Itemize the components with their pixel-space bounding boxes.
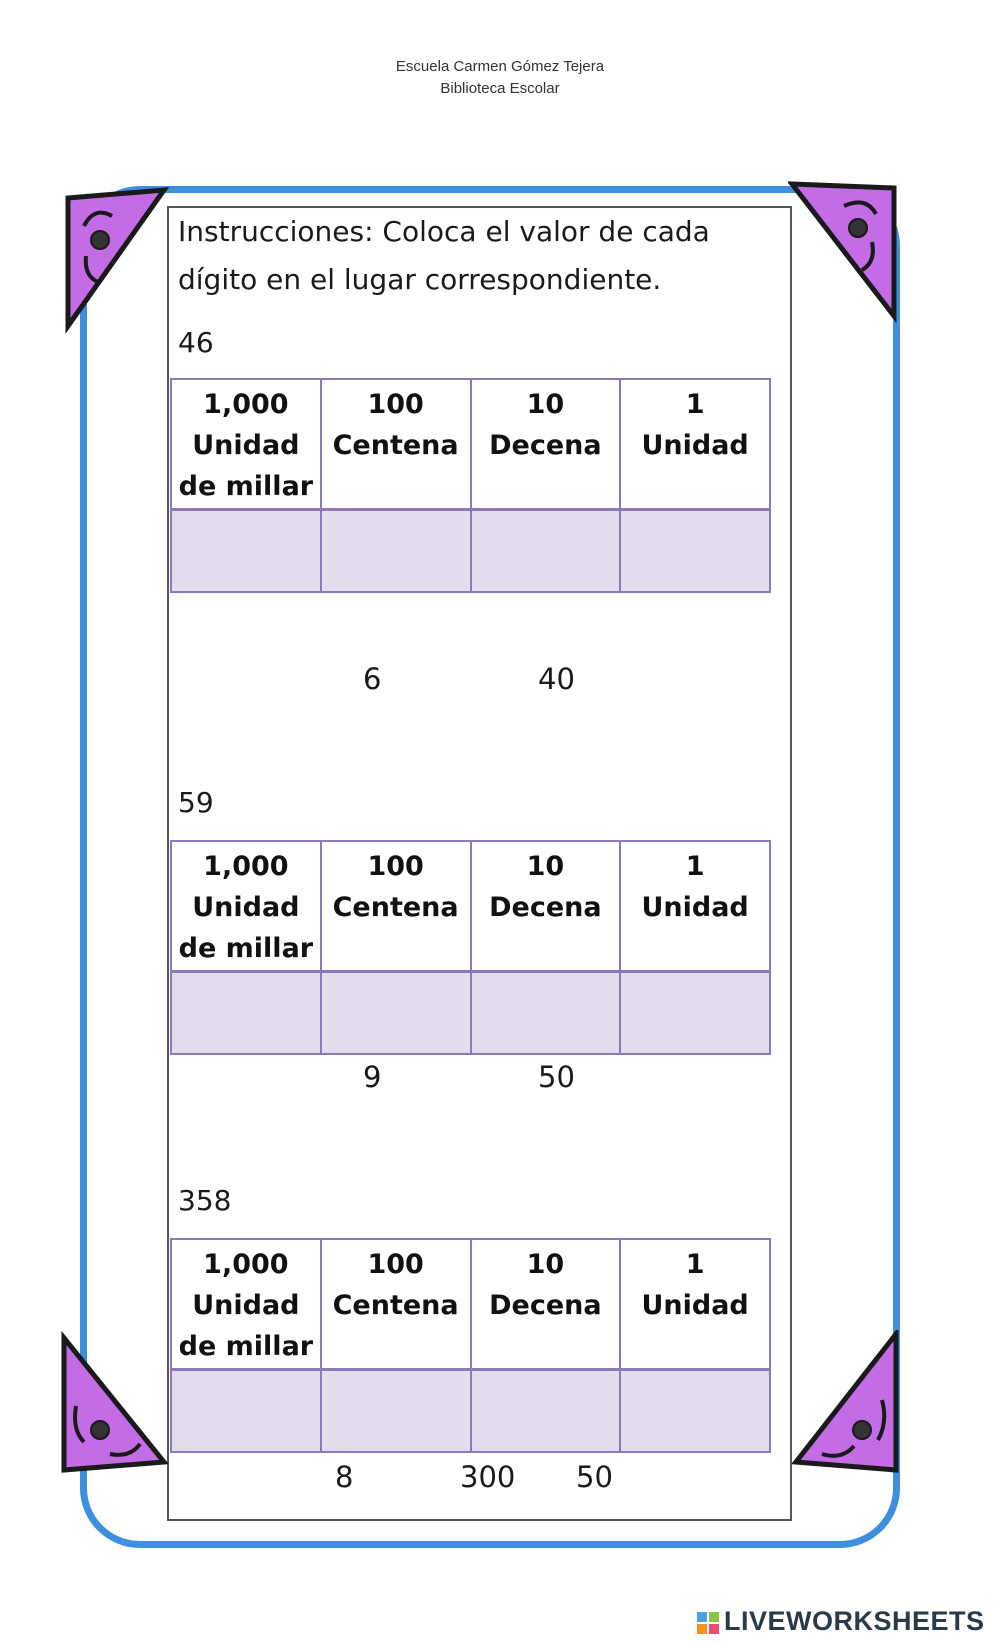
column-thousands: 1,000 Unidad de millar — [171, 379, 321, 510]
column-hundreds: 100 Centena — [321, 841, 471, 972]
column-hundreds: 100 Centena — [321, 379, 471, 510]
drop-zone-tens[interactable] — [471, 972, 621, 1055]
drop-zone-hundreds[interactable] — [321, 972, 471, 1055]
column-units: 1 Unidad — [620, 1239, 770, 1370]
liveworksheets-brand — [696, 1606, 985, 1637]
liveworksheets-logo-icon — [696, 1611, 720, 1635]
column-hundreds: 100 Centena — [321, 1239, 471, 1370]
draggable-option[interactable]: 300 — [460, 1460, 516, 1494]
column-units: 1 Unidad — [620, 379, 770, 510]
exercise-number: 59 — [178, 786, 214, 819]
draggable-option[interactable]: 9 — [363, 1060, 382, 1094]
drop-zone-tens[interactable] — [471, 510, 621, 593]
page-header — [0, 56, 1000, 100]
place-value-table — [170, 378, 771, 593]
corner-ornament-top-right-icon — [788, 180, 898, 330]
drop-zone-tens[interactable] — [471, 1370, 621, 1453]
draggable-option[interactable]: 40 — [538, 662, 575, 696]
draggable-option[interactable]: 50 — [576, 1460, 613, 1494]
draggable-option[interactable]: 6 — [363, 662, 382, 696]
column-thousands: 1,000 Unidad de millar — [171, 841, 321, 972]
school-name: Escuela Carmen Gómez Tejera — [395, 58, 605, 75]
drop-zone-units[interactable] — [620, 510, 770, 593]
instructions-text: Instrucciones: Coloca el valor de cada dígito en el lugar correspondiente. — [178, 215, 710, 296]
drop-zone-units[interactable] — [620, 972, 770, 1055]
column-units: 1 Unidad — [620, 841, 770, 972]
exercise-number: 46 — [178, 326, 214, 359]
exercise-number: 358 — [178, 1184, 232, 1217]
column-tens: 10 Decena — [471, 841, 621, 972]
brand-text: LIVEWORKSHEETS — [724, 1606, 985, 1636]
column-tens: 10 Decena — [471, 1239, 621, 1370]
place-value-table — [170, 840, 771, 1055]
column-tens: 10 Decena — [471, 379, 621, 510]
drop-zone-thousands[interactable] — [171, 972, 321, 1055]
corner-ornament-bottom-right-icon — [792, 1330, 902, 1480]
draggable-option[interactable]: 8 — [335, 1460, 354, 1494]
corner-ornament-bottom-left-icon — [60, 1330, 170, 1480]
place-value-table — [170, 1238, 771, 1453]
drop-zone-hundreds[interactable] — [321, 510, 471, 593]
drop-zone-thousands[interactable] — [171, 510, 321, 593]
drop-zone-hundreds[interactable] — [321, 1370, 471, 1453]
draggable-option[interactable]: 50 — [538, 1060, 575, 1094]
library-name: Biblioteca Escolar — [440, 80, 560, 97]
drop-zone-units[interactable] — [620, 1370, 770, 1453]
corner-ornament-top-left-icon — [64, 186, 174, 336]
drop-zone-thousands[interactable] — [171, 1370, 321, 1453]
column-thousands: 1,000 Unidad de millar — [171, 1239, 321, 1370]
